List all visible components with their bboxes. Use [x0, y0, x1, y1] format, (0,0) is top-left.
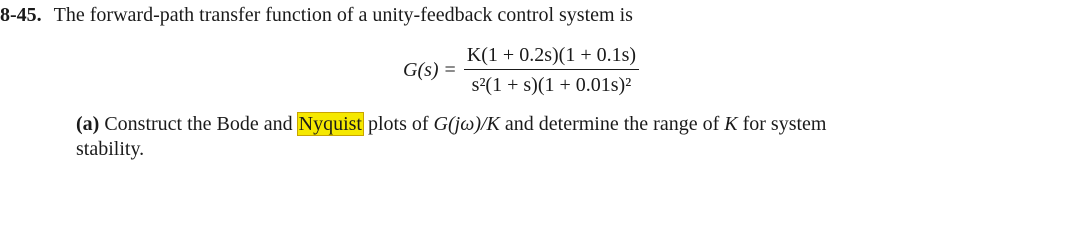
- fraction-numerator: K(1 + 0.2s)(1 + 0.1s): [466, 43, 637, 66]
- transfer-function-fraction: [464, 43, 639, 98]
- part-a-continuation: stability.: [76, 138, 145, 160]
- transfer-function-equation: [403, 41, 639, 99]
- equation-lhs: G(s): [403, 58, 439, 81]
- part-a-text-before: Construct the Bode and: [104, 113, 293, 135]
- problem-statement: [0, 2, 633, 28]
- part-a-text-end: for system: [742, 113, 827, 135]
- part-a-label: (a): [76, 113, 100, 135]
- problem-number: 8-45.: [0, 4, 42, 26]
- gain-variable: K: [724, 113, 738, 135]
- problem-text: The forward-path transfer function of a unity-feedback control system is: [53, 4, 633, 26]
- part-a-text-middle: plots of: [367, 113, 429, 135]
- nyquist-highlight: Nyquist: [298, 113, 362, 135]
- fraction-denominator: s²(1 + s)(1 + 0.01s)²: [471, 74, 632, 97]
- part-a-text-after: and determine the range of: [504, 113, 720, 135]
- part-a-question: [76, 111, 1066, 137]
- equals-sign: =: [444, 58, 456, 81]
- frequency-response-expression: G(jω)/K: [433, 113, 500, 135]
